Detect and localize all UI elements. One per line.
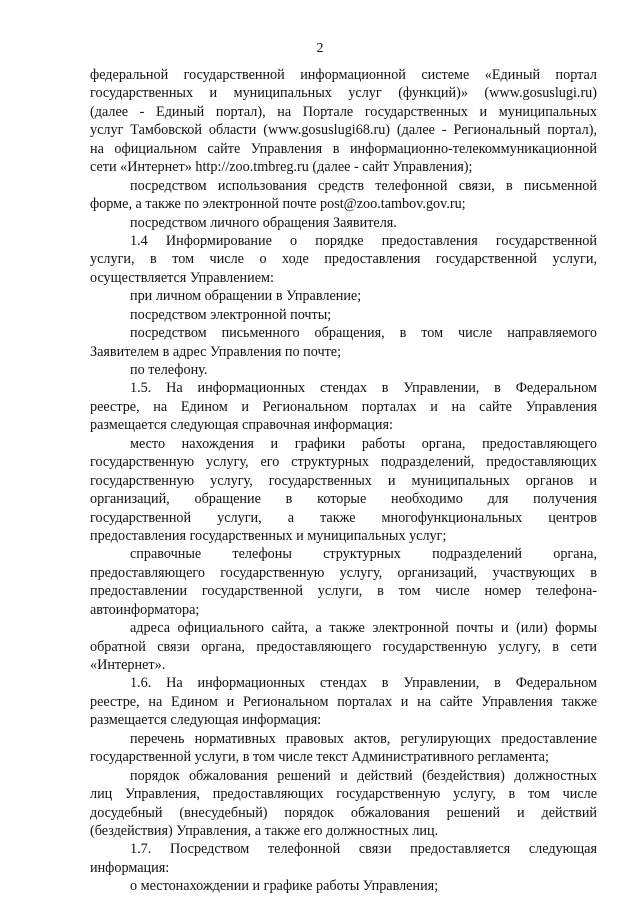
text-line: предоставлении государственной услуги, в том числе номер телефона- <box>90 583 597 600</box>
text-line: услуг Тамбовской области (www.gosuslugi68.ru) (далее - Региональный портал), <box>90 122 597 139</box>
text-line: информация: <box>90 859 170 876</box>
text-line: посредством письменного обращения, в том числе направляемого <box>130 325 597 342</box>
page-number: 2 <box>316 41 324 56</box>
text-line: осуществляется Управлением: <box>90 269 274 286</box>
text-line: автоинформатора; <box>90 601 200 618</box>
text-line: обратной связи органа, предоставляющего государственную услугу, в сети <box>90 638 597 655</box>
text-line: размещается следующая справочная информация: <box>90 417 393 434</box>
text-line: о местонахождении и графике работы Управления; <box>130 878 439 895</box>
text-line: досудебный (внесудебный) порядок обжалования решений и действий <box>90 804 597 821</box>
text-line: справочные телефоны структурных подразделений органа, <box>130 546 597 563</box>
text-line: 1.6. На информационных стендах в Управлении, в Федеральном <box>130 675 597 692</box>
text-line: организаций, обращение в которые необходимо для получения <box>90 491 597 508</box>
text-line: государственной услуги, а также многофункциональных центров <box>90 509 597 526</box>
text-line: государственных и муниципальных услуг (функций)» (www.gosuslugi.ru) <box>90 85 597 102</box>
text-line: государственную услугу, его структурных подразделений, предоставляющих <box>90 454 597 471</box>
text-line: перечень нормативных правовых актов, регулирующих предоставление <box>130 730 597 747</box>
text-line: адреса официального сайта, а также электронной почты и (или) формы <box>130 620 597 637</box>
text-line: размещается следующая информация: <box>90 712 322 729</box>
text-line: 1.4 Информирование о порядке предоставления государственной <box>130 232 597 249</box>
text-line: предоставления государственных и муниципальных услуг; <box>90 527 447 544</box>
text-line: 1.5. На информационных стендах в Управлении, в Федеральном <box>130 380 597 397</box>
text-line: федеральной государственной информационной системе «Единый портал <box>90 67 597 83</box>
text-line: при личном обращении в Управление; <box>130 288 362 305</box>
text-line: лиц Управления, предоставляющих государственную услугу, в том числе <box>90 786 597 803</box>
text-line: реестре, на Едином и Региональном порталах и на сайте Управления <box>90 398 597 415</box>
text-line: посредством использования средств телефонной связи, в письменной <box>130 177 597 194</box>
text-line: на официальном сайте Управления в информационно-телекоммуникационной <box>90 140 597 157</box>
text-line: предоставляющего государственную услугу, организаций, участвующих в <box>90 564 597 581</box>
text-line: место нахождения и графики работы органа, предоставляющего <box>130 435 597 452</box>
text-line: форме, а также по электронной почте post@zoo.tambov.gov.ru; <box>90 196 466 213</box>
text-line: «Интернет». <box>90 657 166 673</box>
text-line: посредством личного обращения Заявителя. <box>130 214 397 231</box>
text-line: по телефону. <box>130 362 208 378</box>
text-line: Заявителем в адрес Управления по почте; <box>90 343 342 360</box>
text-line: посредством электронной почты; <box>130 306 332 323</box>
text-line: порядок обжалования решений и действий (бездействия) должностных <box>130 767 597 784</box>
text-line: реестре, на Едином и Региональном порталах и на сайте Управления также <box>90 693 597 710</box>
text-line: 1.7. Посредством телефонной связи предоставляется следующая <box>130 841 597 858</box>
text-line: (далее - Единый портал), на Портале государственных и муниципальных <box>90 103 597 120</box>
text-line: государственной услуги, в том числе текст Административного регламента; <box>90 749 549 766</box>
document-body <box>90 66 597 896</box>
text-line: услуги, в том числе о ходе предоставления государственной услуги, <box>90 251 597 268</box>
text-line: (бездействия) Управления, а также его должностных лиц. <box>90 822 439 839</box>
text-line: сети «Интернет» http://zoo.tmbreg.ru (далее - сайт Управления); <box>90 159 473 176</box>
text-line: государственную услугу, государственных и муниципальных органов и <box>90 472 597 489</box>
